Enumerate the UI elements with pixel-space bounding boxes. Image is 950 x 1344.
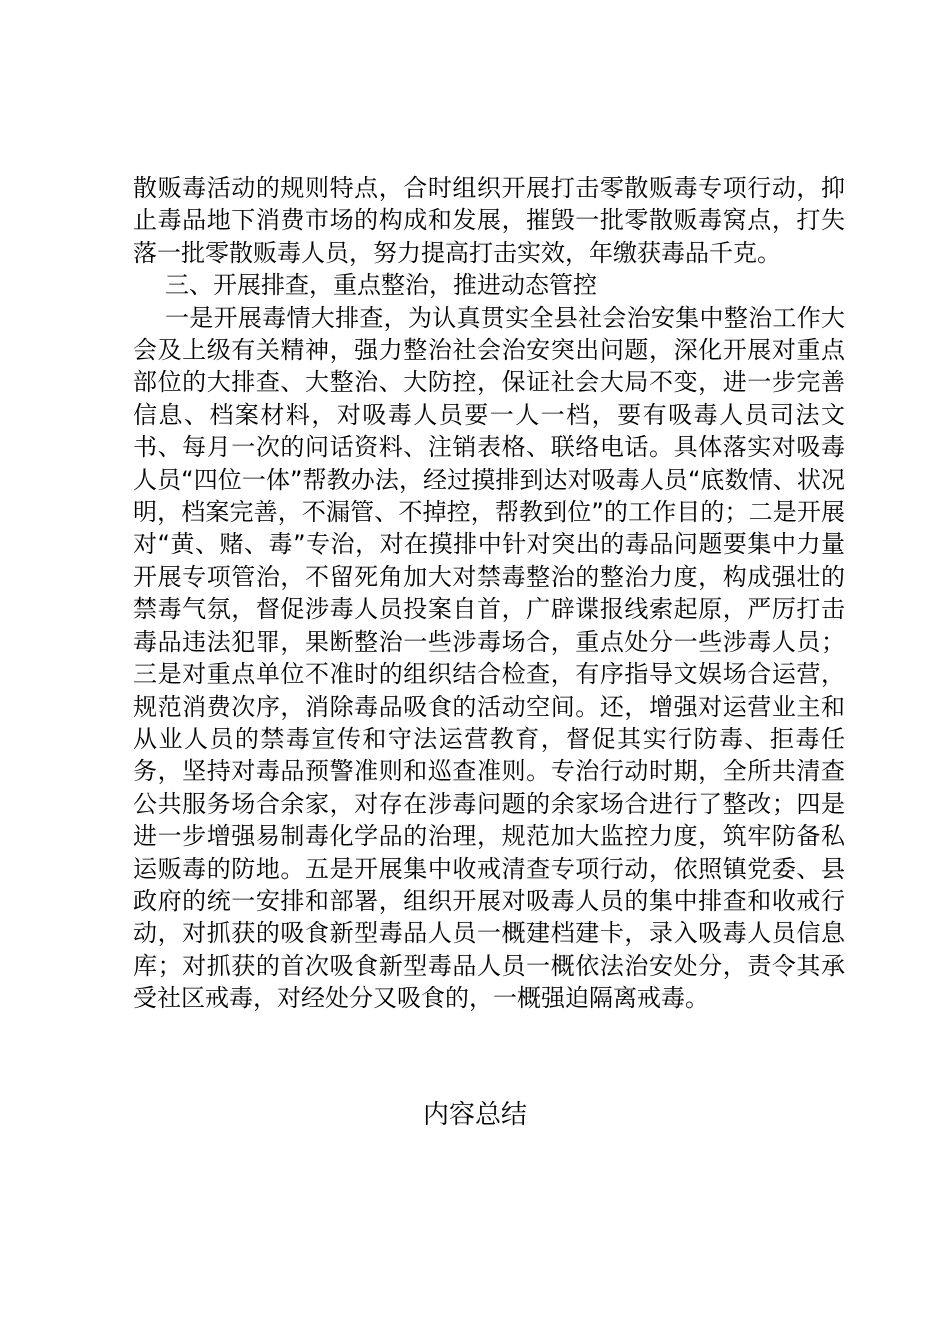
- paragraph-continuation: 散贩毒活动的规则特点，合时组织开展打击零散贩毒专项行动，抑止毒品地下消费市场的构成和发展，摧毁一批零散贩毒窝点，打失落一批零散贩毒人员，努力提高打击实效，年缴获毒品千克。: [133, 174, 845, 267]
- summary-title: 内容总结: [422, 1100, 527, 1130]
- document-body: [133, 172, 845, 1015]
- paragraph-main: 一是开展毒情大排查，为认真贯实全县社会治安集中整治工作大会及上级有关精神，强力整治社会治安突出问题，深化开展对重点部位的大排查、大整治、大防控，保证社会大局不变，进一步完善信息、档案材料，对吸毒人员要一人一档，要有吸毒人员司法文书、每月一次的问话资料、注销表格、联络电话。具体落实对吸毒人员“四位一体”帮教办法，经过摸排到达对吸毒人员“底数情、状况明，档案完善，不漏管、不掉控，帮教到位”的工作目的；二是开展对“黄、赌、毒”专治，对在摸排中针对突出的毒品问题要集中力量开展专项管治，不留死角加大对禁毒整治的整治力度，构成强壮的禁毒气氛，督促涉毒人员投案自首，广辟谍报线索起原，严厉打击毒品违法犯罪，果断整治一些涉毒场合，重点处分一些涉毒人员；三是对重点单位不准时的组织结合检查，有序指导文娱场合运营，规范消费次序，消除毒品吸食的活动空间。还，增强对运营业主和从业人员的禁毒宣传和守法运营教育，督促其实行防毒、拒毒任务，坚持对毒品预警准则和巡查准则。专治行动时期，全所共清查公共服务场合余家，对存在涉毒问题的余家场合进行了整改；四是进一步增强易制毒化学品的治理，规范加大监控力度，筑牢防备私运贩毒的防地。五是开展集中收戒清查专项行动，依照镇党委、县政府的统一安排和部署，组织开展对吸毒人员的集中排查和收戒行动，对抓获的吸食新型毒品人员一概建档建卡，录入吸毒人员信息库；对抓获的首次吸食新型毒品人员一概依法治安处分，责令其承受社区戒毒，对经处分又吸食的，一概强迫隔离戒毒。: [133, 303, 845, 1013]
- section-heading: 三、开展排查，重点整治，推进动态管控: [165, 271, 597, 300]
